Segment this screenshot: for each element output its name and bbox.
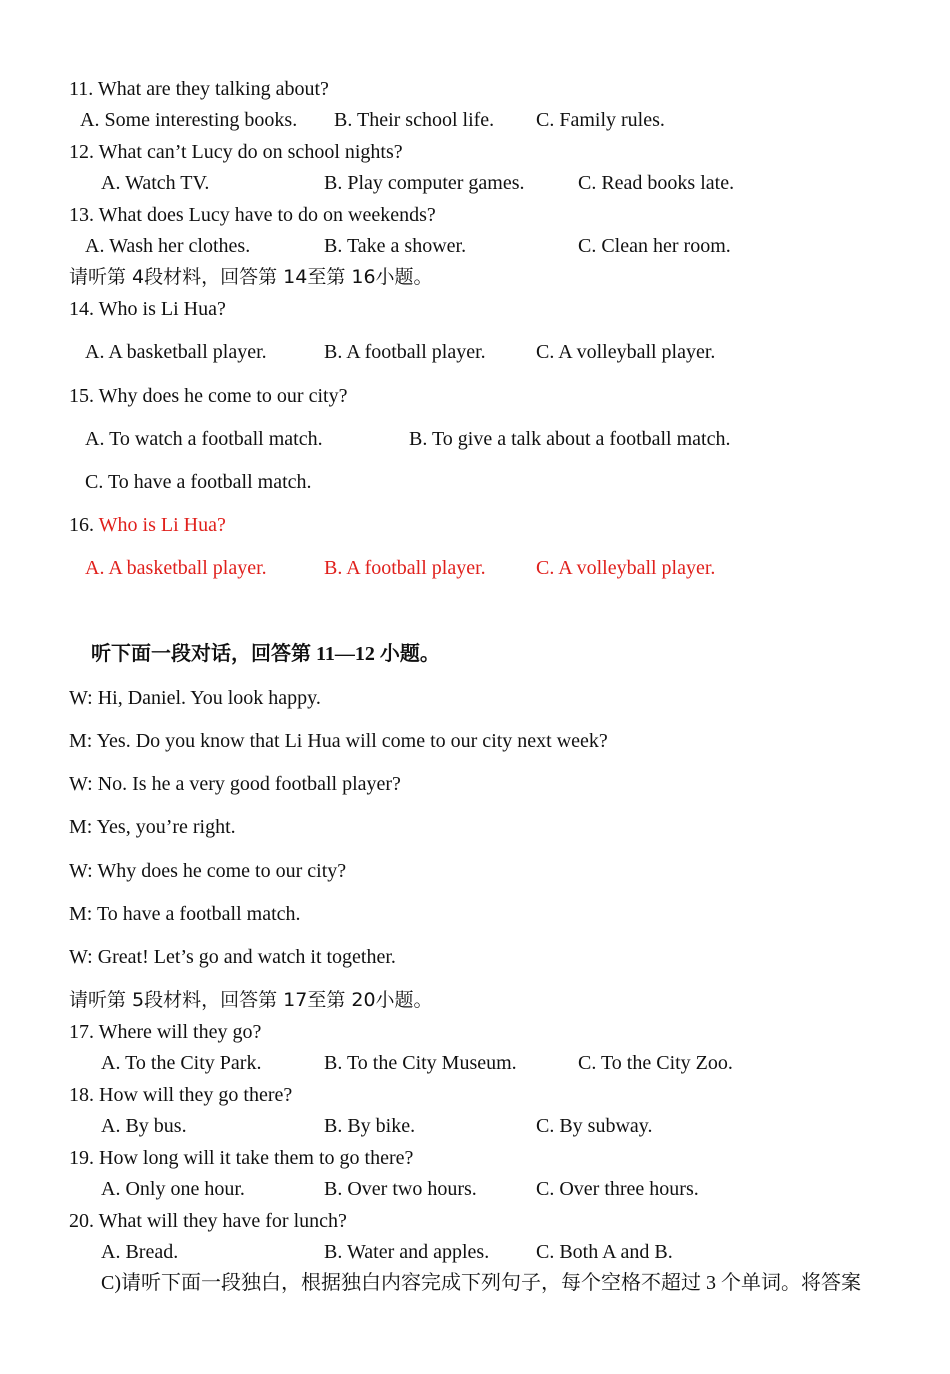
option-17b: B. To the City Museum. (324, 1052, 517, 1074)
option-16a: A. A basketball player. (85, 557, 267, 579)
dialogue-line: M: Yes. Do you know that Li Hua will come to our city next week? (69, 730, 608, 752)
option-12b: B. Play computer games. (324, 172, 525, 194)
option-12a: A. Watch TV. (101, 172, 210, 194)
option-17c: C. To the City Zoo. (578, 1052, 733, 1074)
option-11c: C. Family rules. (536, 109, 665, 131)
question-11: 11. What are they talking about? (69, 78, 329, 100)
question-12: 12. What can’t Lucy do on school nights? (69, 141, 403, 163)
question-20: 20. What will they have for lunch? (69, 1210, 347, 1232)
dialogue-line: W: No. Is he a very good football player? (69, 773, 401, 795)
option-14b: B. A football player. (324, 341, 486, 363)
option-20c: C. Both A and B. (536, 1241, 673, 1263)
option-14c: C. A volleyball player. (536, 341, 716, 363)
option-14a: A. A basketball player. (85, 341, 267, 363)
question-18: 18. How will they go there? (69, 1084, 293, 1106)
section-4-heading: 请听第 4段材料，回答第 14至第 16小题。 (69, 266, 433, 288)
option-18c: C. By subway. (536, 1115, 653, 1137)
option-20b: B. Water and apples. (324, 1241, 490, 1263)
option-19c: C. Over three hours. (536, 1178, 699, 1200)
question-15: 15. Why does he come to our city? (69, 385, 348, 407)
option-13c: C. Clean her room. (578, 235, 731, 257)
option-11a: A. Some interesting books. (80, 109, 298, 131)
option-19b: B. Over two hours. (324, 1178, 477, 1200)
question-16 (69, 513, 226, 537)
dialogue-line: W: Great! Let’s go and watch it together. (69, 946, 396, 968)
option-13a: A. Wash her clothes. (85, 235, 251, 257)
section-c-instructions: C)请听下面一段独白，根据独白内容完成下列句子，每个空格不超过 3 个单词。将答案 (101, 1272, 861, 1294)
option-20a: A. Bread. (101, 1241, 179, 1263)
question-16-text: Who is Li Hua? (98, 514, 226, 536)
option-15c: C. To have a football match. (85, 471, 312, 493)
question-13: 13. What does Lucy have to do on weekends? (69, 204, 436, 226)
option-13b: B. Take a shower. (324, 235, 467, 257)
question-19: 19. How long will it take them to go there? (69, 1147, 414, 1169)
option-15a: A. To watch a football match. (85, 428, 323, 450)
question-16-number: 16. (69, 514, 99, 536)
dialogue-line: W: Why does he come to our city? (69, 860, 347, 882)
option-16c: C. A volleyball player. (536, 557, 716, 579)
option-12c: C. Read books late. (578, 172, 735, 194)
option-18b: B. By bike. (324, 1115, 416, 1137)
dialogue-heading: 听下面一段对话，回答第 11—12 小题。 (91, 643, 440, 665)
option-11b: B. Their school life. (334, 109, 495, 131)
dialogue-line: M: Yes, you’re right. (69, 816, 236, 838)
option-16b: B. A football player. (324, 557, 486, 579)
dialogue-line: M: To have a football match. (69, 903, 301, 925)
question-17: 17. Where will they go? (69, 1021, 262, 1043)
dialogue-line: W: Hi, Daniel. You look happy. (69, 687, 321, 709)
section-5-heading: 请听第 5段材料，回答第 17至第 20小题。 (69, 989, 433, 1011)
option-17a: A. To the City Park. (101, 1052, 262, 1074)
option-19a: A. Only one hour. (101, 1178, 245, 1200)
option-18a: A. By bus. (101, 1115, 187, 1137)
question-14: 14. Who is Li Hua? (69, 298, 226, 320)
option-15b: B. To give a talk about a football match. (409, 428, 731, 450)
